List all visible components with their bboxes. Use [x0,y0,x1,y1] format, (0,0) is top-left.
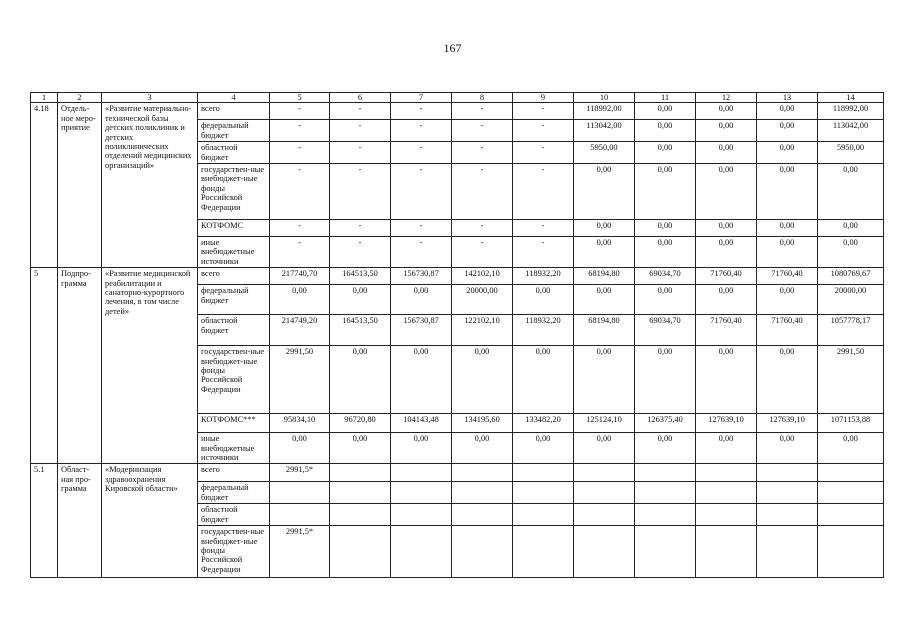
value-cell: 118992,00 [818,103,884,120]
value-cell [818,526,884,578]
value-cell: 0,00 [635,346,696,414]
value-cell [818,482,884,504]
value-cell: 0,00 [696,285,757,315]
value-cell: 71760,40 [757,268,818,285]
value-cell: - [330,237,391,268]
value-cell: 71760,40 [696,268,757,285]
value-cell [513,526,574,578]
value-cell [757,482,818,504]
value-cell: 113042,00 [818,120,884,142]
value-cell: 0,00 [818,220,884,237]
value-cell: 0,00 [696,237,757,268]
value-cell: 0,00 [696,142,757,164]
funding-source-cell: областной бюджет [198,504,270,526]
value-cell: 156730,87 [391,268,452,285]
value-cell: 95834,10 [270,414,330,433]
value-cell: 0,00 [757,220,818,237]
value-cell [696,464,757,482]
value-cell: 0,00 [818,237,884,268]
value-cell [270,504,330,526]
value-cell: 0,00 [574,346,635,414]
value-cell [696,482,757,504]
value-cell: 0,00 [696,103,757,120]
value-cell [330,504,391,526]
value-cell: 96720,80 [330,414,391,433]
section-name-cell: «Модернизация здравоохранения Кировской области» [102,464,198,578]
value-cell [452,526,513,578]
value-cell [452,464,513,482]
value-cell: 0,00 [635,285,696,315]
value-cell [574,526,635,578]
value-cell: 0,00 [635,142,696,164]
value-cell [330,482,391,504]
value-cell: 0,00 [574,433,635,464]
header-cell: 12 [696,93,757,103]
header-cell: 3 [102,93,198,103]
value-cell: - [513,220,574,237]
value-cell: 0,00 [574,164,635,220]
header-cell: 13 [757,93,818,103]
value-cell: 0,00 [270,433,330,464]
value-cell: 0,00 [757,285,818,315]
value-cell: 0,00 [391,433,452,464]
value-cell [574,504,635,526]
value-cell: - [452,164,513,220]
value-cell: 127639,10 [757,414,818,433]
value-cell: 0,00 [757,164,818,220]
value-cell: - [330,142,391,164]
value-cell: - [330,220,391,237]
value-cell: - [513,103,574,120]
funding-source-cell: федеральный бюджет [198,120,270,142]
value-cell [513,504,574,526]
value-cell: - [452,120,513,142]
value-cell: 0,00 [330,346,391,414]
value-cell [270,482,330,504]
value-cell: 104143,48 [391,414,452,433]
value-cell: 156730,87 [391,315,452,346]
funding-source-cell: всего [198,464,270,482]
value-cell: 217740,70 [270,268,330,285]
section-code-cell: 5.1 [31,464,58,578]
value-cell [574,482,635,504]
funding-source-cell: государствен-ные внебюджет-ные фонды Российской Федерации [198,164,270,220]
value-cell: - [270,220,330,237]
value-cell: 2991,50 [818,346,884,414]
value-cell: - [330,103,391,120]
value-cell: 1057778,17 [818,315,884,346]
value-cell [574,464,635,482]
value-cell: - [270,142,330,164]
value-cell: 0,00 [635,433,696,464]
value-cell: 0,00 [757,433,818,464]
value-cell: - [452,142,513,164]
value-cell: - [391,237,452,268]
table-row [31,268,884,285]
value-cell: 0,00 [513,285,574,315]
value-cell: 0,00 [757,120,818,142]
value-cell: 164513,50 [330,268,391,285]
value-cell: 0,00 [452,433,513,464]
header-cell: 11 [635,93,696,103]
section-code-cell: 4.18 [31,103,58,268]
value-cell [818,504,884,526]
value-cell [330,526,391,578]
value-cell [696,526,757,578]
value-cell: 0,00 [757,103,818,120]
value-cell: 0,00 [330,433,391,464]
value-cell [391,526,452,578]
funding-source-cell: всего [198,268,270,285]
value-cell: 118932,20 [513,315,574,346]
value-cell: - [270,103,330,120]
value-cell: 0,00 [635,103,696,120]
value-cell: - [270,237,330,268]
value-cell: - [330,120,391,142]
value-cell: 133482,20 [513,414,574,433]
funding-source-cell: всего [198,103,270,120]
value-cell: 118992,00 [574,103,635,120]
table-row [31,103,884,120]
value-cell: 0,00 [513,346,574,414]
value-cell [391,504,452,526]
value-cell [330,464,391,482]
value-cell: 0,00 [635,164,696,220]
value-cell: 0,00 [270,285,330,315]
value-cell: 69034,70 [635,268,696,285]
value-cell: 0,00 [391,346,452,414]
header-cell: 2 [58,93,102,103]
value-cell: - [452,103,513,120]
value-cell [513,464,574,482]
value-cell: 0,00 [757,237,818,268]
value-cell: 20000,00 [452,285,513,315]
value-cell: 0,00 [696,120,757,142]
funding-source-cell: государствен-ные внебюджет-ные фонды Российской Федерации [198,346,270,414]
value-cell: - [391,120,452,142]
value-cell: 126375,40 [635,414,696,433]
value-cell: - [513,237,574,268]
value-cell: 1071153,88 [818,414,884,433]
header-cell: 5 [270,93,330,103]
value-cell: - [391,103,452,120]
value-cell [452,482,513,504]
header-cell: 9 [513,93,574,103]
value-cell: 0,00 [574,220,635,237]
value-cell: 5950,00 [574,142,635,164]
value-cell: 20000,00 [818,285,884,315]
value-cell: 122102,10 [452,315,513,346]
value-cell: 164513,50 [330,315,391,346]
value-cell: 68194,80 [574,315,635,346]
value-cell: 0,00 [635,120,696,142]
table-row [31,464,884,482]
value-cell [391,464,452,482]
value-cell: - [270,164,330,220]
value-cell: 0,00 [330,285,391,315]
section-type-cell: Подпро-грамма [58,268,102,464]
value-cell: 0,00 [452,346,513,414]
value-cell: 2991,50 [270,346,330,414]
value-cell: 0,00 [513,433,574,464]
value-cell: - [452,237,513,268]
header-cell: 10 [574,93,635,103]
value-cell: 0,00 [574,237,635,268]
header-cell: 6 [330,93,391,103]
value-cell [513,482,574,504]
value-cell: 125124,10 [574,414,635,433]
funding-source-cell: областной бюджет [198,142,270,164]
value-cell: 118932,20 [513,268,574,285]
value-cell: 127639,10 [696,414,757,433]
value-cell [757,504,818,526]
value-cell: 214749,20 [270,315,330,346]
value-cell: 69034,70 [635,315,696,346]
value-cell: 0,00 [818,164,884,220]
funding-source-cell: иные внебюджетные источники [198,237,270,268]
value-cell: 142102,10 [452,268,513,285]
value-cell [696,504,757,526]
value-cell [757,526,818,578]
section-name-cell: «Развитие материально-технической базы детских поликлиник и детских поликлинических отделений медицинских организаций» [102,103,198,268]
value-cell: 2991,5* [270,526,330,578]
value-cell: 0,00 [818,433,884,464]
page-number: 167 [443,41,462,55]
value-cell [635,482,696,504]
value-cell: 0,00 [696,164,757,220]
header-cell: 1 [31,93,58,103]
value-cell [452,504,513,526]
value-cell: 71760,40 [757,315,818,346]
value-cell: 71760,40 [696,315,757,346]
value-cell: 5950,00 [818,142,884,164]
value-cell: - [452,220,513,237]
value-cell: 0,00 [696,346,757,414]
section-type-cell: Отдель-ное меро-приятие [58,103,102,268]
value-cell [391,482,452,504]
value-cell: 0,00 [391,285,452,315]
value-cell: - [391,142,452,164]
value-cell [635,526,696,578]
value-cell: 0,00 [635,237,696,268]
value-cell [757,464,818,482]
section-type-cell: Облаcт-ная про-грамма [58,464,102,578]
section-name-cell: «Развитие медицинской реабилитации и санаторно-курортного лечения, в том числе детей» [102,268,198,464]
header-cell: 7 [391,93,452,103]
value-cell: - [513,142,574,164]
header-cell: 8 [452,93,513,103]
header-cell: 14 [818,93,884,103]
value-cell [635,504,696,526]
budget-table [30,92,884,578]
value-cell: 0,00 [635,220,696,237]
value-cell: 2991,5* [270,464,330,482]
funding-source-cell: иные внебюджетные источники [198,433,270,464]
value-cell: 0,00 [696,433,757,464]
funding-source-cell: КОТФОМС*** [198,414,270,433]
value-cell [818,464,884,482]
funding-source-cell: федеральный бюджет [198,285,270,315]
value-cell: 113042,00 [574,120,635,142]
value-cell: 0,00 [574,285,635,315]
value-cell: 68194,80 [574,268,635,285]
value-cell: 0,00 [757,142,818,164]
value-cell: 0,00 [696,220,757,237]
funding-source-cell: КОТФОМС [198,220,270,237]
funding-source-cell: федеральный бюджет [198,482,270,504]
header-row [31,93,884,103]
value-cell: 0,00 [757,346,818,414]
funding-source-cell: государствен-ные внебюджет-ные фонды Российской Федерации [198,526,270,578]
value-cell [635,464,696,482]
value-cell: - [513,120,574,142]
value-cell: - [270,120,330,142]
value-cell: - [391,164,452,220]
funding-source-cell: областной бюджет [198,315,270,346]
value-cell: - [391,220,452,237]
value-cell: - [513,164,574,220]
header-cell: 4 [198,93,270,103]
value-cell: 134195,60 [452,414,513,433]
value-cell: - [330,164,391,220]
value-cell: 1080769,67 [818,268,884,285]
section-code-cell: 5 [31,268,58,464]
